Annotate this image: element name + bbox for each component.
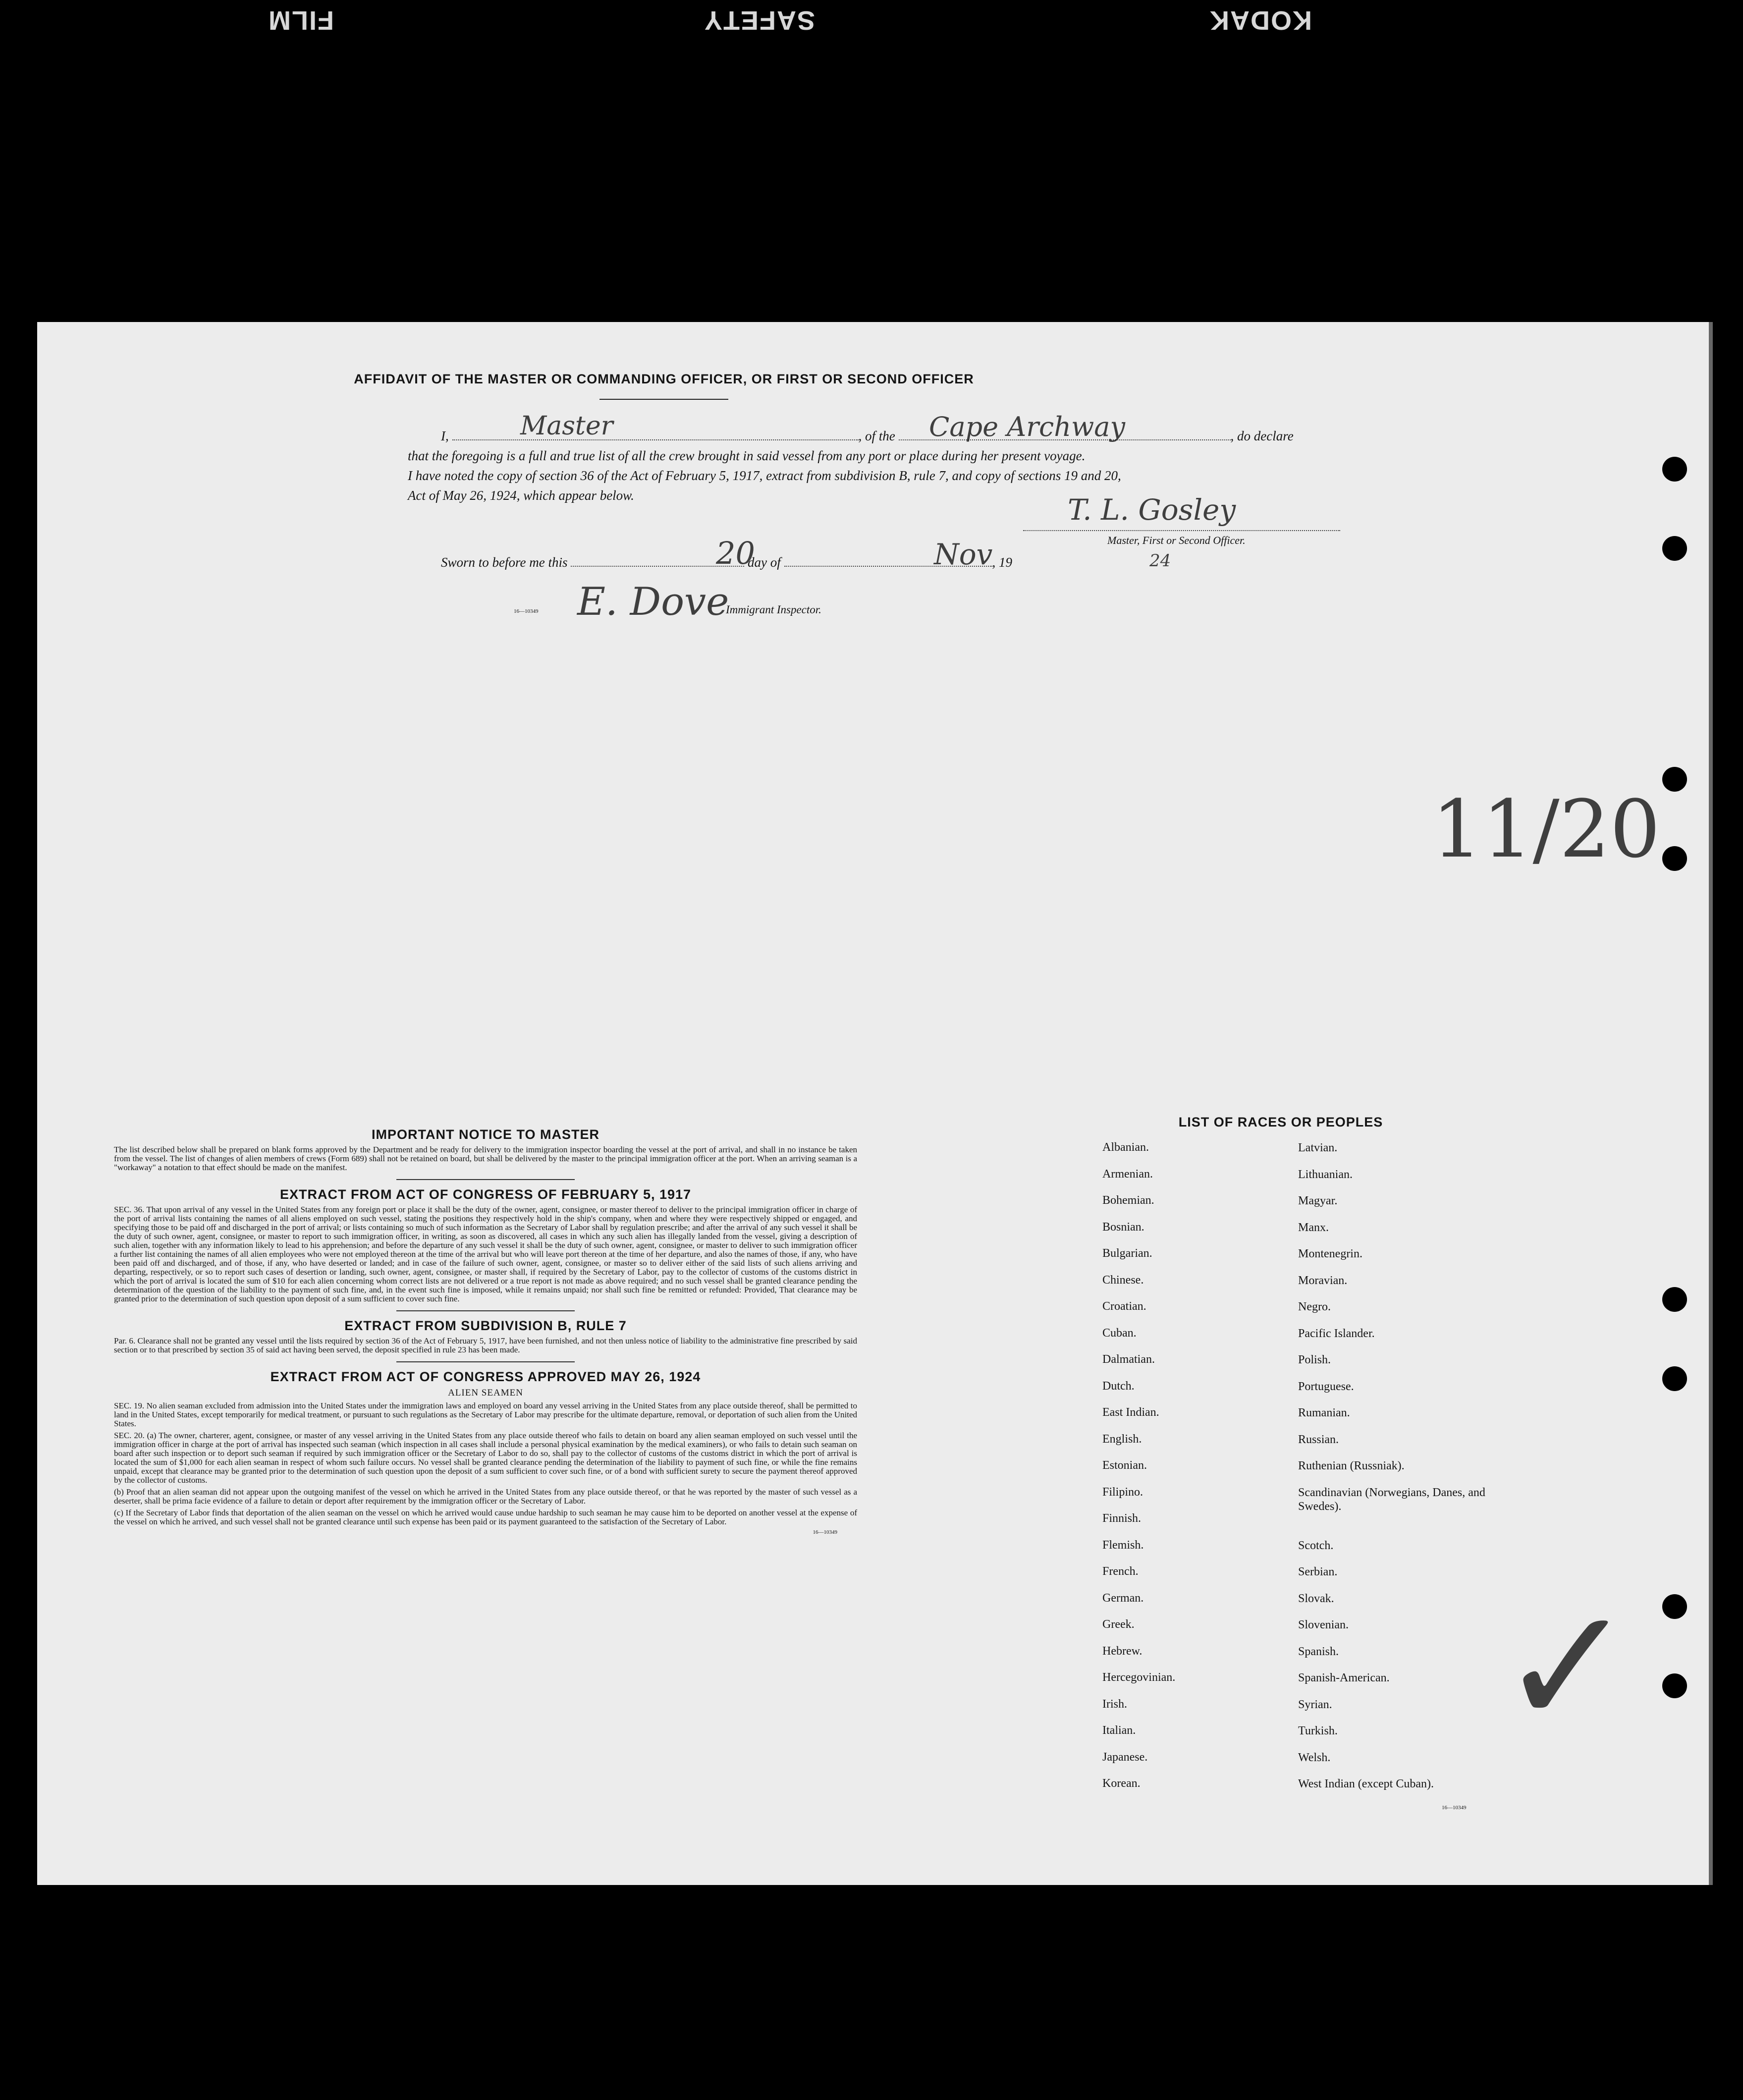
punch-hole [1662,536,1687,561]
signature-caption: Master, First or Second Officer. [1107,534,1246,546]
race-row [1058,1512,1504,1539]
race-left: Estonian. [1102,1459,1147,1472]
handwritten-vessel: Cape Archway [929,411,1125,442]
punch-hole [1662,1366,1687,1391]
race-left: Finnish. [1102,1512,1142,1525]
affidavit-of-the: , of the [858,429,895,443]
race-right: Latvian. [1298,1141,1338,1154]
race-row [1058,1194,1504,1221]
film-edge-text-film: FILM [268,5,334,35]
affidavit-line-4: Act of May 26, 1924, which appear below. [408,488,634,503]
race-right: Scandinavian (Norwegians, Danes, and Swedes). [1298,1486,1485,1513]
race-right: Lithuanian. [1298,1168,1353,1181]
race-right: Manx. [1298,1221,1329,1234]
race-left: Cuban. [1102,1326,1137,1340]
sec-20c-body: (c) If the Secretary of Labor finds that deportation of the alien seaman on the vessel on which he arrived would cause undue hardship to such seaman he may cause him to be deported on another vessel at the expense of the vessel on which he arrived, and such vessel shall not be granted clearance until such expense has been paid or its payment guaranteed to the satisfaction of the Secretary of Labor. [114,1508,857,1526]
race-row [1058,1433,1504,1459]
handwritten-signature: T. L. Gosley [1068,493,1236,527]
notice-body: The list described below shall be prepared on blank forms approved by the Department and be ready for delivery to the immigration inspector boarding the vessel at the port of arrival, and shall in no instance be taken from the vessel. The list of changes of alien members of crews (Form 689) shall not be retained on board, but shall be delivered by the master to the principal immigration officer at the port. When an arriving seaman is a "workaway" a notation to that effect should be made on the manifest. [114,1145,857,1172]
handwritten-inspector-signature: E. Dove [577,580,729,624]
document-sheet [37,322,1713,1885]
rule-7-heading: EXTRACT FROM SUBDIVISION B, RULE 7 [344,1318,627,1333]
race-left: Korean. [1102,1777,1141,1790]
race-left: Filipino. [1102,1485,1144,1499]
race-right: Rumanian. [1298,1406,1350,1419]
separator [396,1310,575,1311]
separator [396,1179,575,1180]
race-right: Welsh. [1298,1751,1331,1764]
race-left: Armenian. [1102,1167,1153,1181]
title-rule [599,399,728,400]
affidavit-line-2: that the foregoing is a full and true list of all the crew brought in said vessel from any port or place during her present voyage. [408,448,1086,463]
alien-seamen-subheading: ALIEN SEAMEN [448,1388,523,1398]
race-row [1058,1751,1504,1777]
race-row [1058,1274,1504,1300]
race-right: Montenegrin. [1298,1247,1362,1260]
race-left: Dutch. [1102,1379,1135,1393]
race-right: Spanish-American. [1298,1671,1390,1684]
race-left: East Indian. [1102,1406,1159,1419]
race-left: Italian. [1102,1724,1136,1737]
race-right: Portuguese. [1298,1380,1354,1393]
race-left: Chinese. [1102,1273,1144,1287]
film-edge-markings [0,0,1743,54]
race-row [1058,1592,1504,1618]
race-left: Albanian. [1102,1141,1149,1154]
year-prefix: , 19 [992,555,1012,570]
race-row [1058,1247,1504,1274]
affidavit-i: I, [441,429,449,443]
race-row [1058,1618,1504,1645]
race-left: Bulgarian. [1102,1247,1152,1260]
race-right: Turkish. [1298,1724,1338,1737]
race-left: Dalmatian. [1102,1353,1155,1366]
race-row [1058,1645,1504,1671]
race-left: Hercegovinian. [1102,1671,1176,1684]
race-right: Ruthenian (Russniak). [1298,1459,1405,1472]
race-row [1058,1168,1504,1194]
day-of-label: day of [748,555,781,570]
punch-hole [1662,1673,1687,1698]
punch-hole [1662,767,1687,792]
race-left: German. [1102,1591,1144,1605]
film-edge-text-safety: SAFETY [704,5,816,35]
race-right: Spanish. [1298,1645,1339,1658]
affidavit-title: AFFIDAVIT OF THE MASTER OR COMMANDING OFFICER, OR FIRST OR SECOND OFFICER [354,372,974,386]
sec-19-body: SEC. 19. No alien seaman excluded from admission into the United States under the immigration laws and employed on board any vessel arriving in the United States from any place outside thereof, shall be permitted to land in the United States, except temporarily for medical treatment, or pursuant to such regulations as the Secretary of Labor may prescribe for the ultimate departure, removal, or deportation of such alien from the United States. [114,1401,857,1428]
race-row [1058,1777,1504,1804]
handwritten-day: 20 [716,535,755,571]
film-edge-text-kodak: KODAK [1209,5,1312,35]
affidavit-line-3: I have noted the copy of section 36 of the Act of February 5, 1917, extract from subdivision B, rule 7, and copy of sections 19 and 20, [408,468,1121,483]
races-table [1058,1141,1504,1804]
affidavit-form-number: 16—10349 [514,608,539,614]
check-mark-icon: ✓ [1499,1572,1636,1762]
punch-hole [1662,846,1687,871]
race-right: Serbian. [1298,1565,1338,1578]
race-row [1058,1486,1504,1512]
race-right: Magyar. [1298,1194,1338,1207]
extract-1917-body: SEC. 36. That upon arrival of any vessel in the United States from any foreign port or place it shall be the duty of the owner, agent, consignee, or master thereof to deliver to the principal immigration officer in charge of the port of arrival lists containing the names of all aliens employed on such vessel, stating the positions they respectively hold in the ship's company, when and where they were respectively shipped or engaged, and specifying those to be paid off and discharged in the port of arrival; or lists containing so much of such information as the Secretary of Labor shall by regulation prescribe; and after the arrival of any such vessel it shall be the duty of such owner, agent, consignee, or master to report to such immigration officer, in writing, as soon as discovered, all cases in which any such alien has illegally landed from the vessel, giving a description of such alien, together with any information likely to lead to his apprehension; and before the departure of any such vessel it shall be the duty of such owner, agent, consignee, or master to deliver to such immigration officer a further list containing the names of all alien employees who were not employed thereon at the time of the arrival but who will leave port thereon at the time of her departure, and also the names of those, if any, who have been paid off and discharged, and of those, if any, who have deserted or landed; and in case of the failure of such owner, agent, consignee, or master so to deliver either of the said lists of such aliens arriving and departing, respectively, or so to report such cases of desertion or landing, such owner, agent, consignee, or master shall, if required by the Secretary of Labor, pay to the collector of customs of the customs district in which the port of arrival is located the sum of $10 for each alien concerning whom correct lists are not delivered or a true report is not made as above required; and no such vessel shall be granted clearance pending the determination of the question of the liability to the payment of such fine, and, in the event such fine is imposed, while it remains unpaid; nor shall such fine be remitted or refunded: Provided, That clearance may be granted prior to the determination of such question upon deposit of a sum sufficient to cover such fine. [114,1205,857,1303]
race-row [1058,1327,1504,1353]
races-form-number: 16—10349 [1442,1804,1467,1811]
race-right: Polish. [1298,1353,1331,1366]
notice-column [114,1127,857,1535]
races-list [1058,1115,1504,1810]
race-row [1058,1565,1504,1592]
race-right: Pacific Islander. [1298,1327,1375,1340]
races-heading: LIST OF RACES OR PEOPLES [1178,1115,1383,1130]
race-row [1058,1406,1504,1433]
extract-1924-heading: EXTRACT FROM ACT OF CONGRESS APPROVED MAY 26, 1924 [270,1369,701,1384]
race-right: Scotch. [1298,1539,1334,1552]
race-row [1058,1221,1504,1247]
punch-hole [1662,1594,1687,1619]
sworn-label: Sworn to before me this [441,555,568,570]
rule-7-body: Par. 6. Clearance shall not be granted any vessel until the lists required by section 36 of the Act of February 5, 1917, have been furnished, and not then unless notice of liability to the administrative fine prescribed by said section or to that prescribed by section 35 of said act having been served, the deposit specified in rule 23 has been made. [114,1336,857,1354]
punch-hole [1662,1287,1687,1312]
race-row [1058,1380,1504,1406]
sec-20a-body: SEC. 20. (a) The owner, charterer, agent, consignee, or master of any vessel arriving in the United States from any place outside thereof who fails to detain on board any alien seaman employed on such vessel until the immigration officer in charge at the port of arrival has inspected such seaman (which inspection in all cases shall include a personal physical examination by the medical examiners), or who fails to detain such seaman on board after such inspection or to deport such seaman if required by such immigration officer or the Secretary of Labor to do so, shall pay to the collector of customs of the customs district in which the port of arrival is located the sum of $1,000 for each alien seaman in respect of whom such failure occurs. No vessel shall be granted clearance pending the determination of the liability to payment of such fine, or while the fine remains unpaid, except that clearance may be granted prior to the determination of such question upon the deposit of a sum sufficient to cover such fine, or of a bond with sufficient surety to secure the payment thereof approved by the collector of customs. [114,1431,857,1485]
race-left: Flemish. [1102,1538,1144,1552]
race-left: French. [1102,1565,1139,1578]
punch-hole [1662,457,1687,482]
race-row [1058,1671,1504,1698]
race-left: Bosnian. [1102,1220,1144,1234]
race-left: Hebrew. [1102,1644,1143,1658]
race-left: Irish. [1102,1697,1127,1711]
handwritten-margin-date: 11/20 [1432,783,1661,875]
extract-1917-heading: EXTRACT FROM ACT OF CONGRESS OF FEBRUARY 5, 1917 [279,1187,692,1202]
race-right: Syrian. [1298,1698,1332,1711]
extract-form-number: 16—10349 [813,1529,837,1535]
race-left: Croatian. [1102,1300,1146,1313]
race-row [1058,1539,1504,1565]
sec-20b-body: (b) Proof that an alien seaman did not appear upon the outgoing manifest of the vessel on which he arrived in the United States from any place outside thereof, or that he was reported by the master of such vessel as a deserter, shall be prima facie evidence of a failure to detain or deport after requirement by the immigration officer or the Secretary of Labor. [114,1487,857,1506]
race-row [1058,1353,1504,1380]
race-right: Negro. [1298,1300,1331,1313]
handwritten-year: 24 [1149,551,1171,571]
sheet-right-edge [1709,322,1713,1885]
race-row [1058,1300,1504,1327]
race-left: Greek. [1102,1618,1135,1631]
signature-line [1023,530,1340,531]
handwritten-month: Nov [934,538,993,571]
handwritten-officer: Master [520,411,613,441]
race-row [1058,1141,1504,1168]
race-row [1058,1459,1504,1486]
race-left: Japanese. [1102,1750,1148,1764]
affidavit-do-declare: , do declare [1230,429,1294,443]
race-right: Russian. [1298,1433,1339,1446]
inspector-caption: Immigrant Inspector. [726,603,821,616]
race-left: English. [1102,1432,1142,1446]
race-row [1058,1724,1504,1751]
race-right: Moravian. [1298,1274,1348,1287]
officer-blank [452,439,859,440]
race-left: Bohemian. [1102,1194,1154,1207]
race-right: West Indian (except Cuban). [1298,1777,1434,1790]
separator [396,1361,575,1362]
notice-heading: IMPORTANT NOTICE TO MASTER [372,1127,599,1142]
race-row [1058,1698,1504,1724]
race-right: Slovak. [1298,1592,1334,1605]
race-right: Slovenian. [1298,1618,1349,1631]
